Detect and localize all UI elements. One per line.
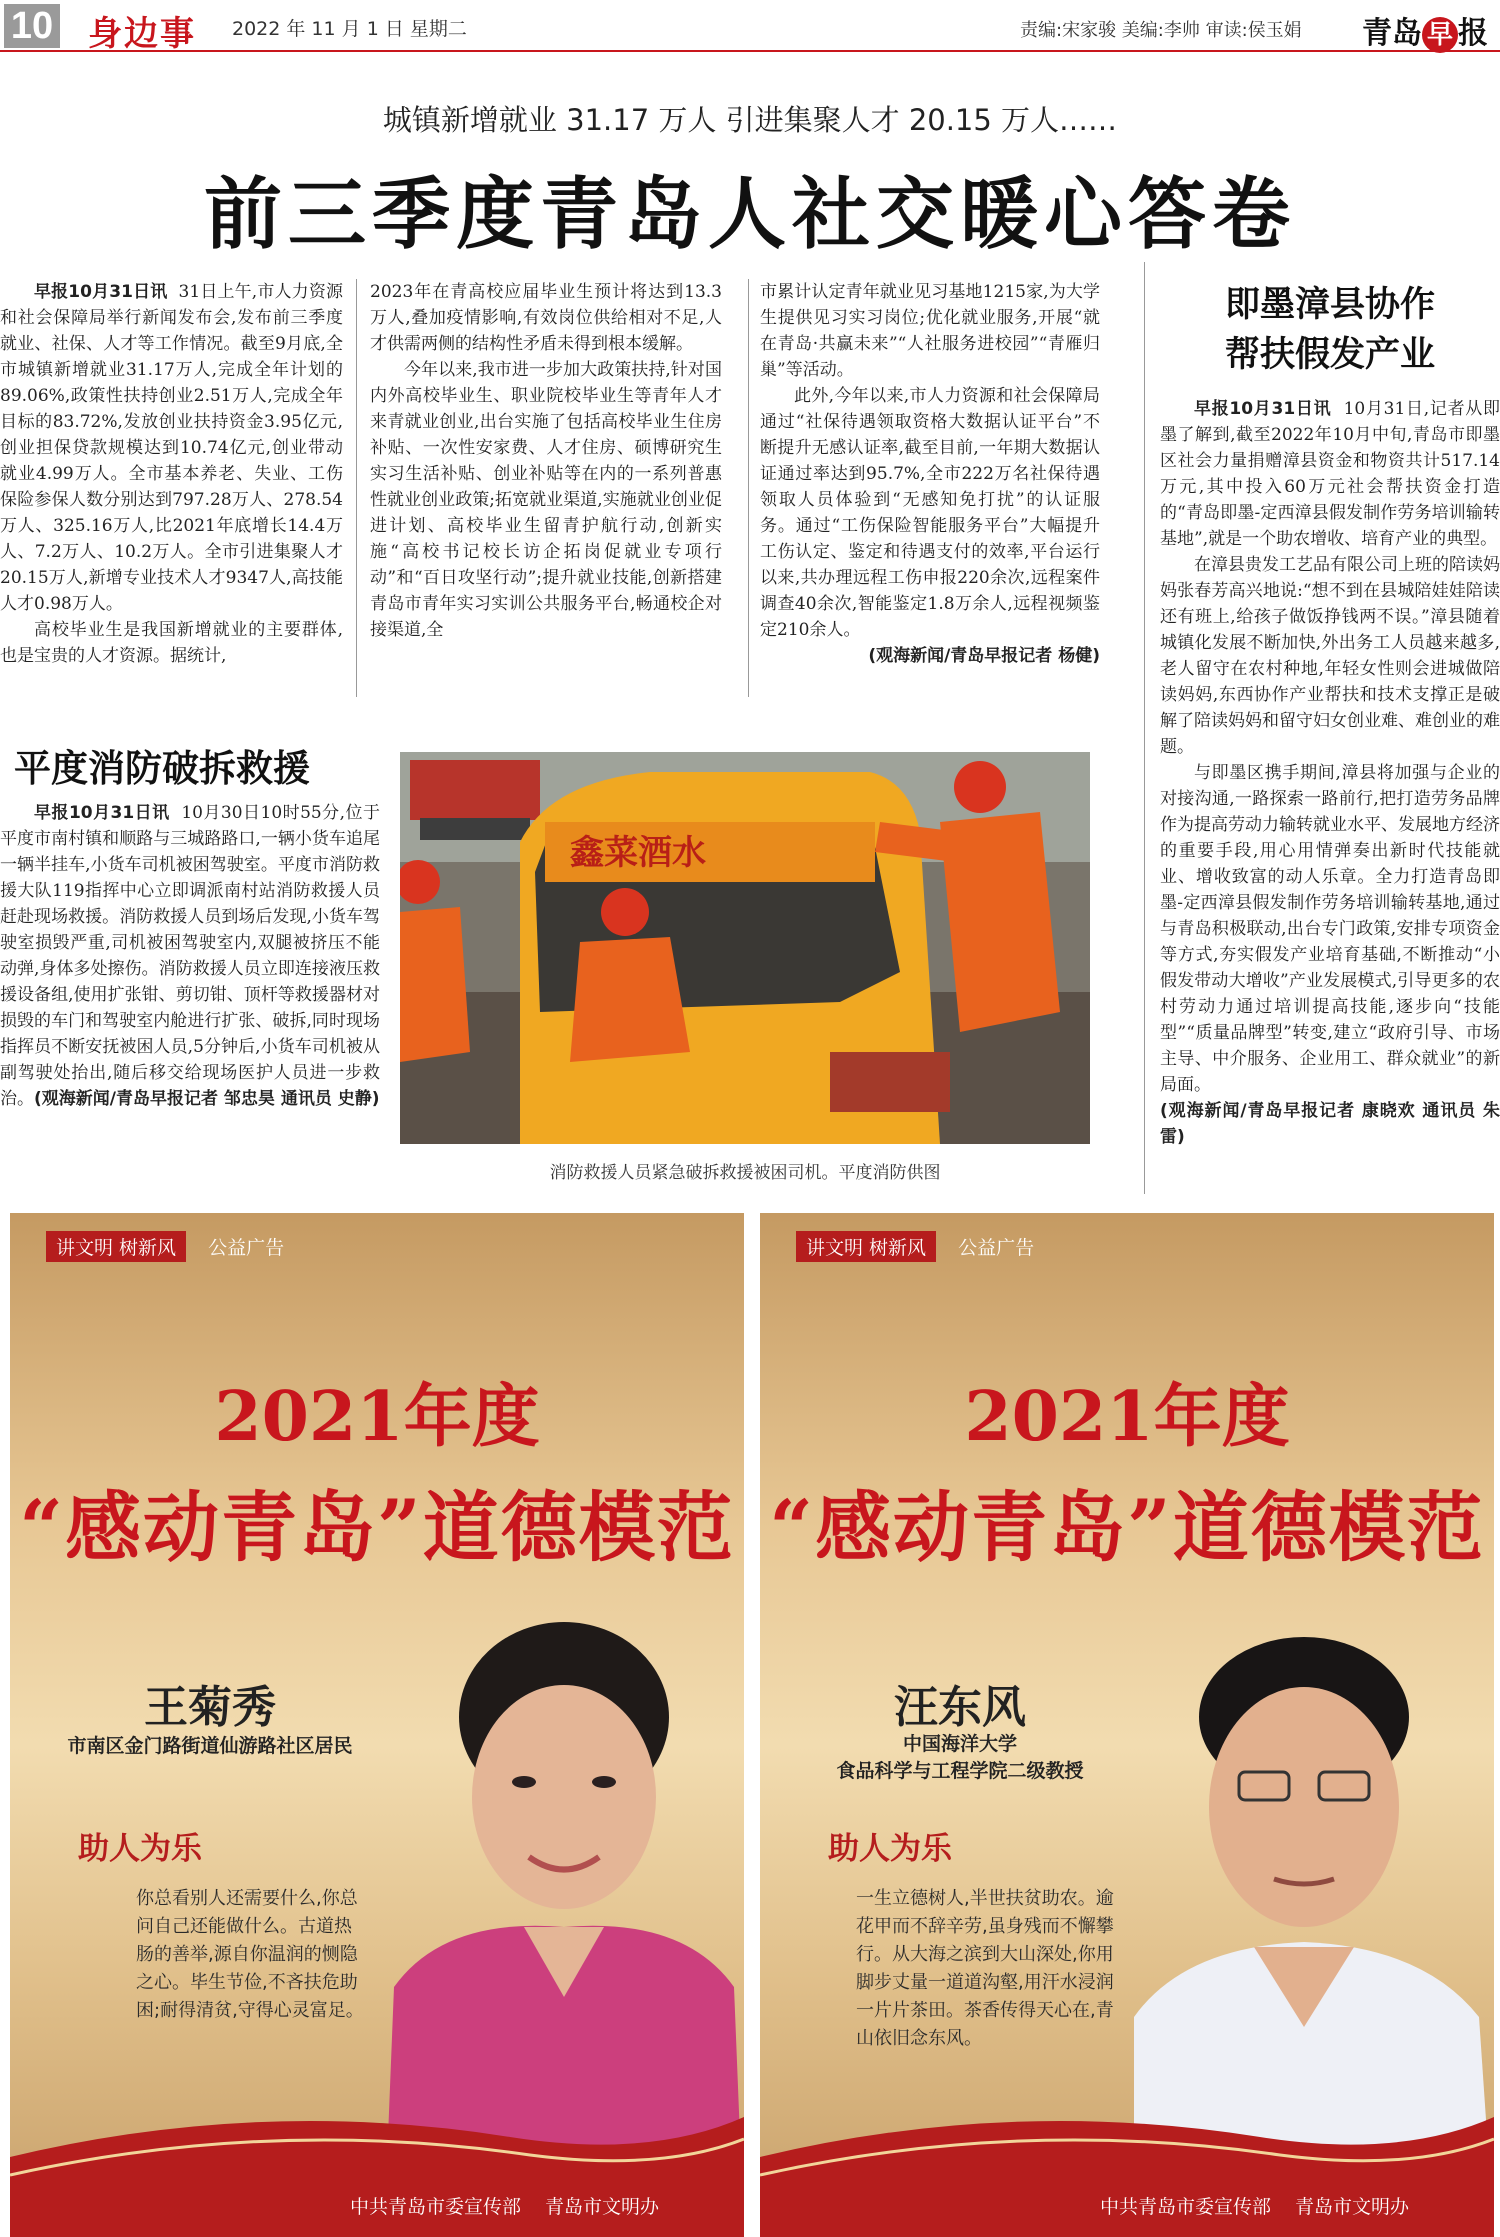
dateline: 早报10月31日讯 <box>34 803 170 823</box>
paragraph: 市累计认定青年就业见习基地1215家,为大学生提供见习实习岗位;优化就业服务,开展“就在青岛·共赢未来”“人社服务进校园”“青雁归巢”等活动。 <box>760 282 1100 380</box>
issue-date: 2022 年 11 月 1 日 星期二 <box>232 18 467 40</box>
public-service-ad-left <box>10 1213 744 2237</box>
honoree-role-line-1: 中国海洋大学 <box>902 1733 1017 1755</box>
truck-sign: 鑫菜酒水 <box>570 833 706 873</box>
byline: (观海新闻/青岛早报记者 康晓欢 通讯员 朱雷) <box>1160 1101 1500 1147</box>
masthead-prefix: 青岛 <box>1362 16 1422 51</box>
masthead-logo <box>1362 8 1488 53</box>
lead-column-1 <box>0 279 343 669</box>
column-divider <box>748 279 749 697</box>
ad-title: “感动青岛”道德模范 <box>19 1483 735 1572</box>
honoree-name: 汪东风 <box>894 1682 1026 1733</box>
rescue-scene-illustration <box>400 752 1090 1144</box>
honoree-role: 市南区金门路街道仙游路社区居民 <box>67 1735 353 1757</box>
byline: (观海新闻/青岛早报记者 邹忠昊 通讯员 史静) <box>34 1089 380 1109</box>
honoree-citation: 你总看别人还需要什么,你总问自己还能做什么。古道热肠的善举,源自你温润的恻隐之心。毕生节俭,不吝扶危助困;耐得清贫,守得心灵富足。 <box>136 1888 364 2021</box>
paragraph: 此外,今年以来,市人力资源和社会保障局通过“社保待遇领取资格大数据认证平台”不断提升无感认证率,截至目前,一年期大数据认证通过率达到95.7%,全市222万名社保待遇领取人员体验到“无感知免打扰”的认证服务。通过“工伤保险智能服务平台”大幅提升工伤认定、鉴定和待遇支付的效率,平台运行以来,共办理远程工伤申报220余次,远程案件调查40余次,智能鉴定1.8万余人,远程视频鉴定210余人。 <box>760 386 1100 640</box>
ad-tag: 讲文明 树新风 <box>796 1231 936 1262</box>
column-divider <box>1144 262 1145 1194</box>
ad-tag-bar <box>46 1231 284 1262</box>
ad-sponsors: 中共青岛市委宣传部 青岛市文明办 <box>1100 2196 1410 2218</box>
paragraph: 10月30日10时55分,位于平度市南村镇和顺路与三城路路口,一辆小货车追尾一辆半挂车,小货车司机被困驾驶室。平度市消防救援大队119指挥中心立即调派南村站消防救援人员赶赴现场救援。消防救援人员到场后发现,小货车驾驶室损毁严重,司机被困驾驶室内,双腿被挤压不能动弹,身体多处擦伤。消防救援人员立即连接液压救援设备组,使用扩张钳、剪切钳、顶杆等救援器材对损毁的车门和驾驶室内舱进行扩张、破拆,同时现场指挥员不断安抚被困人员,5分钟后,小货车司机被从副驾驶处抬出,随后移交给现场医护人员进一步救治。 <box>0 803 380 1109</box>
public-service-ad-right <box>760 1213 1494 2237</box>
ad-year: 2021年度 <box>214 1377 540 1457</box>
paragraph: 在漳县贵发工艺品有限公司上班的陪读妈妈张春芳高兴地说:“想不到在县城陪娃娃陪读还有班上,给孩子做饭挣钱两不误。”漳县随着城镇化发展不断加快,外出务工人员越来越多,老人留守在农村种地,年轻女性则会进城做陪读妈妈,东西协作产业帮扶和技术支撑正是破解了陪读妈妈和留守妇女创业难、难创业的难题。 <box>1160 555 1500 757</box>
lead-subtitle: 城镇新增就业 31.17 万人 引进集聚人才 20.15 万人…… <box>382 103 1118 137</box>
honoree-role-line-2: 食品科学与工程学院二级教授 <box>836 1760 1084 1782</box>
byline: (观海新闻/青岛早报记者 杨健) <box>868 646 1100 666</box>
editor-credits: 责编:宋家骏 美编:李帅 审读:侯玉娟 <box>1020 20 1302 41</box>
honoree-motto: 助人为乐 <box>828 1831 952 1867</box>
masthead-suffix: 报 <box>1458 16 1488 51</box>
side-story-body <box>1160 396 1500 1150</box>
lead-column-3 <box>760 279 1100 669</box>
honoree-motto: 助人为乐 <box>78 1831 202 1867</box>
ad-title: “感动青岛”道德模范 <box>769 1483 1485 1572</box>
ad-type: 公益广告 <box>208 1237 285 1259</box>
dateline: 早报10月31日讯 <box>1194 399 1332 419</box>
ad-type: 公益广告 <box>958 1237 1035 1259</box>
paragraph: 与即墨区携手期间,漳县将加强与企业的对接沟通,一路探索一路前行,把打造劳务品牌作为提高劳动力输转就业水平、发展地方经济的重要手段,用心用情弹奏出新时代技能就业、增收致富的动人乐章。全力打造青岛即墨-定西漳县假发制作劳务培训输转基地,通过与青岛积极联动,出台专门政策,安排专项资金等方式,夯实假发产业培育基础,不断推动“小假发带动大增收”产业发展模式,引导更多的农村劳动力通过培训提高技能,逐步向“技能型”“质量品牌型”转变,建立“政府引导、市场主导、中介服务、企业用工、群众就业”的新局面。 <box>1160 763 1500 1095</box>
page-header <box>0 0 1500 52</box>
page-number: 10 <box>4 4 60 48</box>
side-headline-line-1: 即墨漳县协作 <box>1224 284 1435 325</box>
honoree-name: 王菊秀 <box>144 1682 276 1733</box>
lead-headline: 前三季度青岛人社交暖心答卷 <box>203 169 1296 260</box>
rescue-photo <box>400 752 1090 1144</box>
paragraph: 31日上午,市人力资源和社会保障局举行新闻发布会,发布前三季度就业、社保、人才等工作情况。截至9月底,全市城镇新增就业31.17万人,完成全年计划的89.06%,政策性扶持创业2.51万人,完成全年目标的83.72%,发放创业扶持资金3.95亿元,创业担保贷款规模达到10.74亿元,创业带动就业4.99万人。全市基本养老、失业、工伤保险参保人数分别达到797.28万人、278.54万人、325.16万人,比2021年底增长14.4万人、7.2万人、10.2万人。全市引进集聚人才20.15万人,新增专业技术人才9347人,高技能人才0.98万人。 <box>0 282 343 614</box>
paragraph: 高校毕业生是我国新增就业的主要群体,也是宝贵的人才资源。据统计, <box>0 620 343 666</box>
ad-tag: 讲文明 树新风 <box>46 1231 186 1262</box>
honoree-citation: 一生立德树人,半世扶贫助农。逾花甲而不辞辛劳,虽身残而不懈攀行。从大海之滨到大山深处,你用脚步丈量一道道沟壑,用汗水浸润一片片茶田。茶香传得天心在,青山依旧念东风。 <box>856 1888 1114 2049</box>
masthead-mark: 早 <box>1422 17 1458 53</box>
column-divider <box>356 279 357 697</box>
ad-tag-bar <box>796 1231 1034 1262</box>
fire-story-body <box>0 800 380 1112</box>
dateline: 早报10月31日讯 <box>34 282 168 302</box>
paragraph: 今年以来,我市进一步加大政策扶持,针对国内外高校毕业生、职业院校毕业生等青年人才来青就业创业,出台实施了包括高校毕业生住房补贴、一次性安家费、人才住房、硕博研究生实习生活补贴、创业补贴等在内的一系列普惠性就业创业政策;拓宽就业渠道,实施就业创业促进计划、高校毕业生留青护航行动,创新实施“高校书记校长访企拓岗促就业专项行动”和“百日攻坚行动”;提升就业技能,创新搭建青岛市青年实习实训公共服务平台,畅通校企对接渠道,全 <box>370 360 722 640</box>
side-headline-line-2: 帮扶假发产业 <box>1224 334 1435 375</box>
paragraph: 2023年在青高校应届毕业生预计将达到13.3万人,叠加疫情影响,有效岗位供给相对不足,人才供需两侧的结构性矛盾未得到根本缓解。 <box>370 282 722 354</box>
ad-year: 2021年度 <box>964 1377 1290 1457</box>
photo-caption: 消防救援人员紧急破拆救援被困司机。平度消防供图 <box>549 1163 941 1183</box>
paragraph: 10月31日,记者从即墨了解到,截至2022年10月中旬,青岛市即墨区社会力量捐赠漳县资金和物资共计517.14万元,其中投入60万元社会帮扶资金打造的“青岛即墨-定西漳县假发制作劳务培训输转基地”,就是一个助农增收、培育产业的典型。 <box>1160 399 1500 549</box>
fire-headline: 平度消防破拆救援 <box>14 746 310 790</box>
lead-column-2 <box>370 279 722 643</box>
section-name: 身边事 <box>88 14 196 54</box>
ad-sponsors: 中共青岛市委宣传部 青岛市文明办 <box>350 2196 660 2218</box>
